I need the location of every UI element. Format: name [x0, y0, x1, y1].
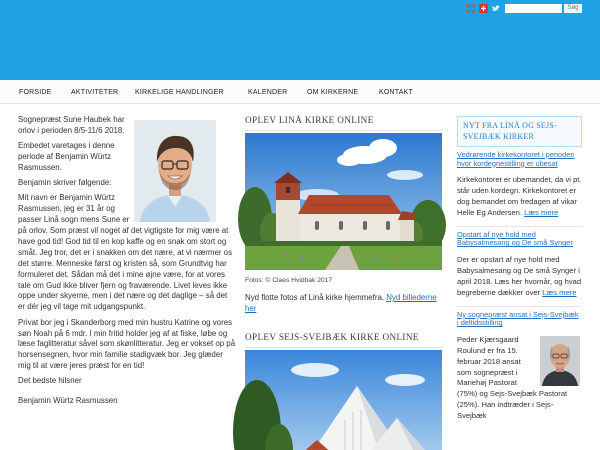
- nav-item-forside[interactable]: FORSIDE: [19, 89, 52, 96]
- photo-credit: Fotos: © Claes Hvidbak 2017: [245, 277, 333, 284]
- news-item: [457, 307, 582, 421]
- photo-intro-text: [245, 293, 443, 315]
- nav-item-aktiviteter[interactable]: AKTIVITETER: [71, 89, 119, 96]
- news-item-title[interactable]: Ny sognepræst ansat i Sejs-Svejbæk i deltidsstilling: [457, 309, 579, 328]
- search-input[interactable]: [505, 4, 562, 13]
- news-item-body: [457, 175, 582, 219]
- read-more-link[interactable]: Læs mere: [542, 287, 577, 297]
- signature-greeting: Det bedste hilsner: [18, 376, 82, 386]
- church-photo-lina[interactable]: [245, 133, 442, 270]
- twitter-icon[interactable]: [491, 4, 501, 13]
- nav-item-kalender[interactable]: KALENDER: [248, 89, 288, 96]
- intro-column: [18, 115, 236, 450]
- news-item-title[interactable]: Vedrørende kirkekontoret i perioden hvor kordegnestilling er ubesat: [457, 150, 575, 168]
- portrait-peder: [540, 336, 580, 386]
- main-nav: [0, 80, 600, 104]
- news-item-text: Peder Kjærsgaard Roulund er fra 15. februar 2018 ansat som sognepræst i Mariehøj Pastorat (75%) og Sejs-Svejbæk Pastorat (25%). Han indtræder i Sejs-Svejbæk: [457, 334, 568, 421]
- portrait-benjamin: [134, 120, 216, 222]
- photo-intro-body: Nyd flotte fotos af Linå kirke hjemmefra.: [245, 293, 385, 302]
- news-item-body: [457, 255, 582, 299]
- church-photo-sejs-svejbaek[interactable]: [245, 350, 442, 448]
- view-photos-link[interactable]: Nyd billederne her: [245, 293, 437, 313]
- read-more-link[interactable]: Læs mere: [524, 207, 559, 217]
- news-item: [457, 227, 582, 307]
- news-item-text: Kirkekontoret er ubemandet, da vi pt. står uden kordegn. Kirkekontoret er dog bemandet om fredagen af vikar Helle Eg Andersen.: [457, 175, 582, 217]
- news-item-title[interactable]: Opstart af nye hold med Babysalmesang og De små Synger: [457, 229, 573, 248]
- signature-name: Benjamin Würtz Rasmussen: [18, 396, 118, 406]
- news-sidebar: [457, 116, 582, 450]
- section-title-sejs-svejbaek: OPLEV SEJS-SVEJBÆK KIRKE ONLINE: [245, 331, 443, 348]
- nav-item-kontakt[interactable]: KONTAKT: [379, 89, 413, 96]
- intro-paragraph: Embedet varetages i denne periode af Benjamin Würtz Rasmussen.: [18, 141, 115, 172]
- intro-paragraph: Privat bor jeg i Skanderborg med min hustru Katrine og vores søn Noah på 6 mdr. I min fritid holder jeg af at fiske, løbe og læse faglitteratur såvel som skønlitteratur. Jeg er vokset op på horsensegnen, hvor min familie stadigvæk bor. Jeg glæder mig til at være jeres præst for en tid!: [18, 317, 236, 371]
- center-column: [245, 114, 443, 450]
- section-title-lina: OPLEV LINÅ KIRKE ONLINE: [245, 114, 443, 131]
- intro-paragraph: Mit navn er Benjamin Würtz Rasmussen, jeg er 31 år og passer Linå sogn mens Sune er på orlov. Som præst vil noget af det vigtigste for mig være at have god tid! God tid til en kop kaffe og en snak om stort og småt. Jeg tror, det er i snakken om det nære, at vi nærmer os det større. Menneske først og kristen så, som Grundtvig har formuleret det. Sådan må det i mine øjne være, for at vores tale om Gud ikke bliver fjern og fraværende. Livet leves ikke oppe under skyerne, men i det nære og det daglige – så det er dér jeg vil tage mit udgangspunkt.: [18, 193, 233, 312]
- news-sidebar-title: NYT FRA LINÅ OG SEJS-SVEJBÆK KIRKER: [457, 116, 582, 147]
- news-item: [457, 147, 582, 227]
- plus-icon[interactable]: [479, 4, 488, 13]
- search-button[interactable]: Søg: [564, 4, 582, 13]
- nav-item-om-kirkerne[interactable]: OM KIRKERNE: [307, 89, 359, 96]
- intro-paragraph: Benjamin skriver følgende:: [18, 178, 112, 188]
- nav-item-kirkelige-handlinger[interactable]: KIRKELIGE HANDLINGER: [135, 89, 224, 96]
- grid-icon[interactable]: [466, 4, 475, 13]
- news-item-text: Der er opstart af nye hold med Babysalmesang og De små Synger i april 2018. Læs her hvornår, og hvad begreberne dækker over: [457, 255, 582, 297]
- intro-paragraph: Sognepræst Sune Haubek har orlov i perioden 8/5-11/6 2018.: [18, 115, 125, 135]
- news-item-body: [457, 334, 582, 421]
